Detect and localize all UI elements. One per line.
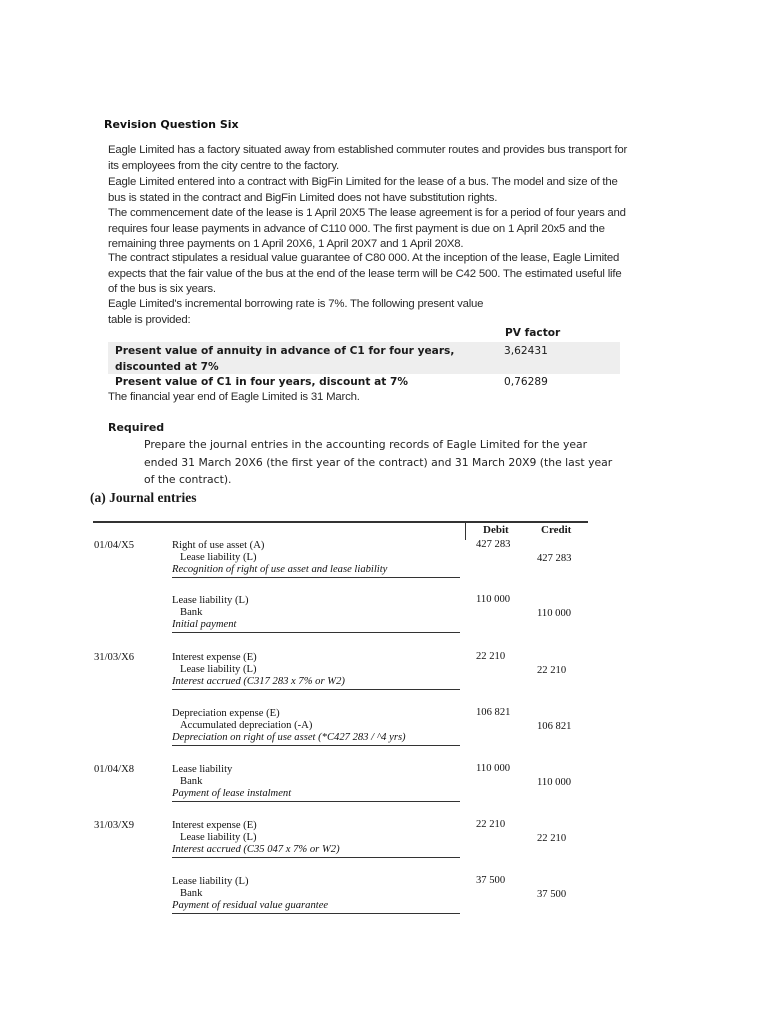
year-end-note: The financial year end of Eagle Limited is 31 March.: [108, 391, 360, 403]
debit-header: Debit: [483, 524, 509, 536]
entry-credit-account: Lease liability (L): [180, 664, 257, 675]
entry-debit-account: Depreciation expense (E): [172, 708, 280, 719]
pv-row-label: Present value of C1 in four years, discount at 7%: [115, 376, 408, 388]
entry-debit-amount: 427 283: [476, 539, 511, 550]
entry-credit-account: Bank: [180, 776, 203, 787]
entry-debit-amount: 110 000: [476, 763, 511, 774]
required-text: Prepare the journal entries in the accounting records of Eagle Limited for the year ended 31 March 20X6 (the first year of the contract) and 31 March 20X9 (the last year of the contract).: [144, 438, 613, 486]
pv-factor-header: PV factor: [505, 327, 561, 339]
entry-rule: [172, 632, 460, 633]
entry-narration: Interest accrued (C317 283 x 7% or W2): [172, 676, 345, 687]
entry-credit-amount: 110 000: [537, 777, 572, 788]
paragraph-2: Eagle Limited entered into a contract with BigFin Limited for the lease of a bus. The model and size of the bus is stated in the contract and BigFin Limited does not have substitution rights.: [108, 176, 618, 204]
entry-date: 31/03/X9: [94, 820, 135, 831]
entry-rule: [172, 857, 460, 858]
entry-credit-amount: 37 500: [537, 889, 567, 900]
pv-row-label: Present value of annuity in advance of C1 for four years, discounted at 7%: [115, 345, 455, 373]
entry-debit-account: Lease liability (L): [172, 595, 249, 606]
entry-debit-account: Interest expense (E): [172, 820, 257, 831]
entry-debit-amount: 110 000: [476, 594, 511, 605]
entry-debit-account: Lease liability: [172, 764, 233, 775]
entry-date: 31/03/X6: [94, 652, 135, 663]
entry-debit-account: Interest expense (E): [172, 652, 257, 663]
entry-debit-amount: 37 500: [476, 875, 506, 886]
entry-credit-amount: 427 283: [537, 553, 572, 564]
entry-rule: [172, 801, 460, 802]
entry-rule: [172, 913, 460, 914]
entry-credit-amount: 22 210: [537, 665, 567, 676]
column-divider: [465, 522, 466, 540]
entry-credit-account: Bank: [180, 607, 203, 618]
entry-rule: [172, 689, 460, 690]
entry-narration: Initial payment: [172, 619, 237, 630]
pv-row-value: 0,76289: [504, 376, 548, 388]
pv-row-annuity: [108, 342, 620, 374]
entry-credit-amount: 110 000: [537, 608, 572, 619]
entry-debit-amount: 106 821: [476, 707, 511, 718]
pv-row-single: [108, 374, 620, 390]
journal-title: (a) Journal entries: [90, 490, 197, 505]
entry-debit-amount: 22 210: [476, 819, 506, 830]
entry-credit-amount: 106 821: [537, 721, 572, 732]
entry-narration: Payment of residual value guarantee: [172, 900, 329, 911]
entry-narration: Payment of lease instalment: [172, 788, 292, 799]
entry-narration: Recognition of right of use asset and lease liability: [172, 564, 388, 575]
entry-date: 01/04/X8: [94, 764, 135, 775]
paragraph-1: Eagle Limited has a factory situated away from established commuter routes and provides bus transport for its employees from the city centre to the factory.: [108, 144, 628, 172]
entry-narration: Interest accrued (C35 047 x 7% or W2): [172, 844, 340, 855]
entry-credit-account: Lease liability (L): [180, 552, 257, 563]
credit-header: Credit: [541, 524, 572, 536]
required-title: Required: [108, 421, 165, 434]
pv-row-value: 3,62431: [504, 345, 548, 357]
paragraph-3: The commencement date of the lease is 1 April 20X5 The lease agreement is for a period of four years and requires four lease payments in advance of C110 000. The first payment is due on 1 April 20x5 and the remaining three payments on 1 April 20X6, 1 April 20X7 and 1 April 20X8.: [108, 207, 626, 251]
entry-debit-account: Right of use asset (A): [172, 540, 265, 551]
entry-date: 01/04/X5: [94, 540, 135, 551]
entry-credit-account: Lease liability (L): [180, 832, 257, 843]
entry-debit-account: Lease liability (L): [172, 876, 249, 887]
entry-rule: [172, 745, 460, 746]
entry-debit-amount: 22 210: [476, 651, 506, 662]
paragraph-4: The contract stipulates a residual value guarantee of C80 000. At the inception of the lease, Eagle Limited expects that the fair value of the bus at the end of the lease term will be C42 500. The estimated useful life of the bus is six years.: [108, 252, 622, 296]
entry-credit-amount: 22 210: [537, 833, 567, 844]
page-title: Revision Question Six: [104, 118, 239, 131]
table-top-rule: [93, 521, 588, 523]
entry-narration: Depreciation on right of use asset (*C427 283 / ^4 yrs): [172, 732, 406, 743]
entry-credit-account: Bank: [180, 888, 203, 899]
entry-rule: [172, 577, 460, 578]
entry-credit-account: Accumulated depreciation (-A): [180, 720, 313, 731]
paragraph-5: Eagle Limited's incremental borrowing rate is 7%. The following present value table is provided:: [108, 298, 484, 326]
